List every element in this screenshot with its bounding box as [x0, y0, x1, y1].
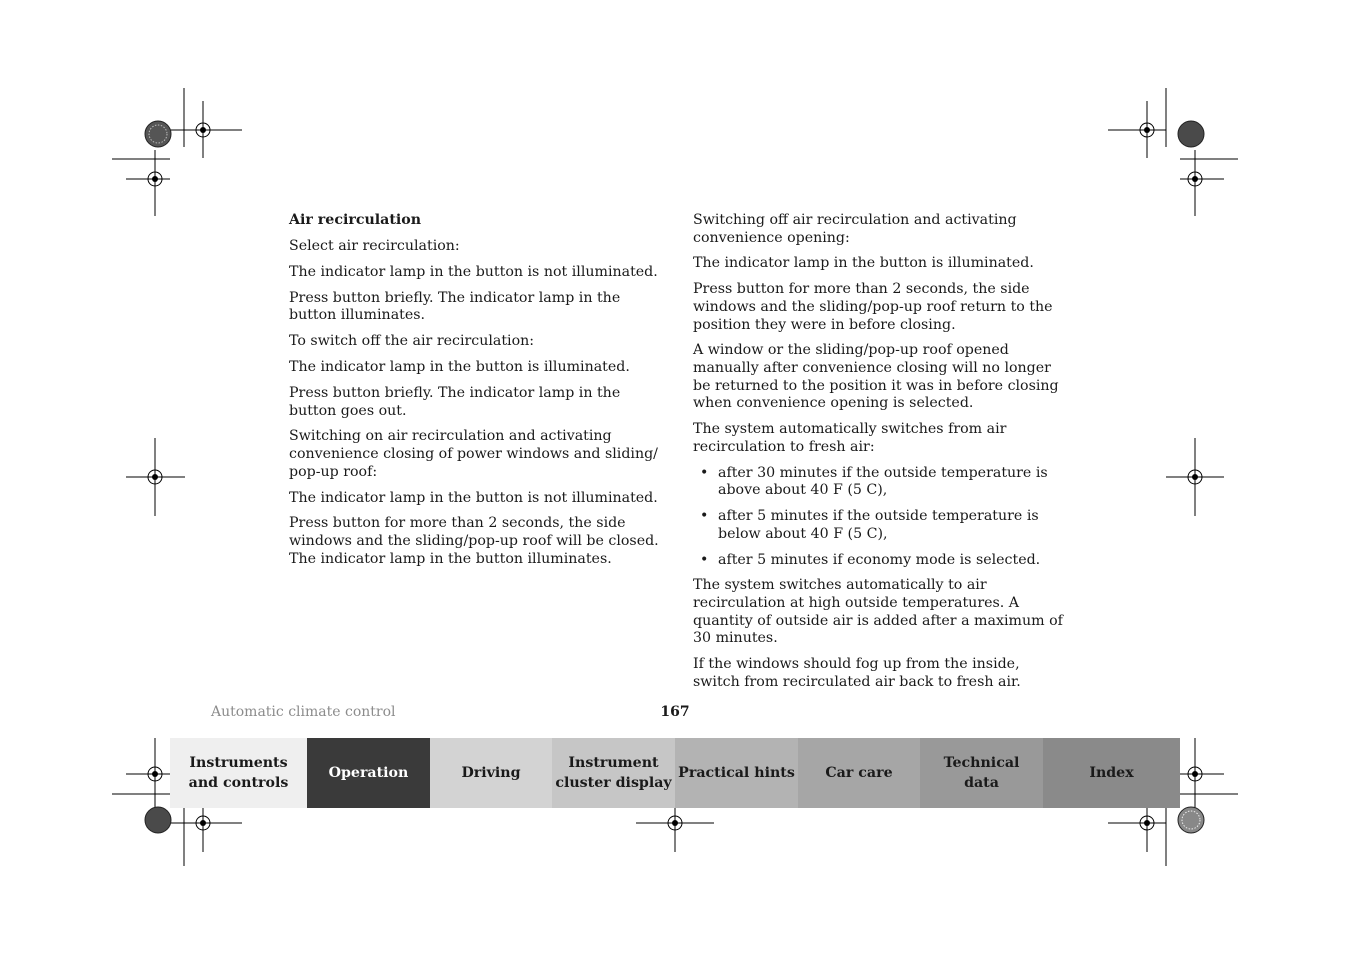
paragraph: The system switches automatically to air recirculation at high outside temperatures. A quantity of outside air is added after a maximum of 30 minutes.: [693, 577, 1063, 647]
tab-label: Technical data: [943, 755, 1020, 791]
tab-label: Car care: [825, 765, 893, 781]
paragraph: Press button briefly. The indicator lamp in the button illuminates.: [289, 289, 621, 324]
tab-label: Instruments and controls: [188, 755, 289, 791]
list-item: • after 5 minutes if the outside temperature is below about 40 F (5 C),: [693, 508, 1063, 543]
paragraph: Press button briefly. The indicator lamp in the button goes out.: [289, 384, 621, 419]
list-item: • after 30 minutes if the outside temperature is above about 40 F (5 C),: [693, 465, 1063, 500]
tab-practical-hints[interactable]: [675, 738, 798, 808]
tab-operation[interactable]: [307, 738, 430, 808]
paragraph: The indicator lamp in the button is not illuminated.: [289, 263, 658, 280]
paragraph: To switch off the air recirculation:: [289, 333, 535, 350]
page-number: 167: [660, 704, 690, 720]
right-column: [693, 212, 1063, 700]
tab-driving[interactable]: [430, 738, 552, 808]
tab-label: Operation: [328, 765, 409, 781]
left-column: [289, 212, 661, 576]
list-item: • after 5 minutes if economy mode is selected.: [693, 552, 1063, 570]
paragraph: If the windows should fog up from the inside, switch from recirculated air back to fresh air.: [693, 656, 1021, 690]
section-heading: Air recirculation: [289, 212, 422, 228]
tab-technical-data[interactable]: [920, 738, 1043, 808]
paragraph: Press button for more than 2 seconds, the side windows and the sliding/pop-up roof will be closed. The indicator lamp in the button illuminates.: [289, 515, 659, 567]
tab-instrument-cluster-display[interactable]: [552, 738, 675, 808]
paragraph: The system automatically switches from air recirculation to fresh air:: [693, 421, 1007, 455]
paragraph: Select air recirculation:: [289, 237, 460, 254]
tab-index[interactable]: [1043, 738, 1180, 808]
section-label: Automatic climate control: [211, 704, 396, 720]
paragraph: A window or the sliding/pop-up roof opened manually after convenience closing will no longer be returned to the position it was in before closing when convenience opening is selected.: [693, 342, 1059, 412]
paragraph: The indicator lamp in the button is illuminated.: [693, 255, 1034, 272]
tab-instruments-and-controls[interactable]: [170, 738, 307, 808]
tab-label: Instrument cluster display: [555, 755, 672, 791]
chapter-tab-bar: [170, 738, 1180, 808]
paragraph: Switching on air recirculation and activating convenience closing of power windows and sliding/ pop-up roof:: [289, 428, 658, 480]
tab-car-care[interactable]: [798, 738, 920, 808]
paragraph: Press button for more than 2 seconds, the side windows and the sliding/pop-up roof return to the position they were in before closing.: [693, 281, 1053, 333]
bullet-list: [693, 465, 1063, 570]
tab-label: Index: [1089, 765, 1134, 781]
paragraph: The indicator lamp in the button is not illuminated.: [289, 489, 658, 506]
tab-label: Practical hints: [678, 765, 795, 781]
paragraph: The indicator lamp in the button is illuminated.: [289, 359, 630, 376]
paragraph: Switching off air recirculation and activating convenience opening:: [693, 212, 1017, 246]
tab-label: Driving: [461, 765, 521, 781]
